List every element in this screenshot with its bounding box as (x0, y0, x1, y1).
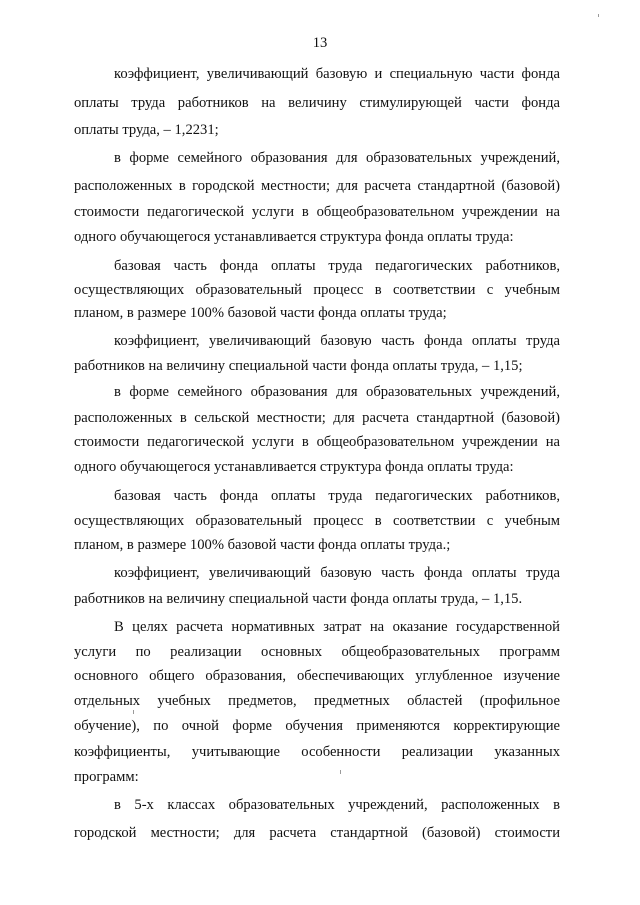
text-line: коэффициент, увеличивающий базовую и специальную части фонда (114, 66, 560, 82)
text-line: программ: (74, 769, 139, 785)
text-line: планом, в размере 100% базовой части фонда оплаты труда.; (74, 537, 451, 553)
scan-speck (340, 770, 341, 774)
text-line: расположенных в городской местности; для расчета стандартной (базовой) (74, 178, 560, 194)
text-line: коэффициенты, учитывающие особенности реализации указанных (74, 744, 560, 760)
text-line: планом, в размере 100% базовой части фонда оплаты труда; (74, 305, 447, 321)
page-number: 13 (312, 35, 328, 51)
text-line: в форме семейного образования для образовательных учреждений, (114, 150, 560, 166)
text-line: осуществляющих образовательный процесс в соответствии с учебным (74, 282, 560, 298)
text-line: в форме семейного образования для образовательных учреждений, (114, 384, 560, 400)
text-line: городской местности; для расчета стандартной (базовой) стоимости (74, 825, 560, 841)
text-line: стоимости педагогической услуги в общеобразовательном учреждении на (74, 204, 560, 220)
text-line: одного обучающегося устанавливается структура фонда оплаты труда: (74, 459, 514, 475)
text-line: обучение), по очной форме обучения применяются корректирующие (74, 718, 560, 734)
text-line: оплаты труда работников на величину стимулирующей части фонда (74, 95, 560, 111)
text-line: в 5-х классах образовательных учреждений, расположенных в (114, 797, 560, 813)
text-line: одного обучающегося устанавливается структура фонда оплаты труда: (74, 229, 514, 245)
text-line: базовая часть фонда оплаты труда педагогических работников, (114, 488, 560, 504)
text-line: стоимости педагогической услуги в общеобразовательном учреждении на (74, 434, 560, 450)
text-line: оплаты труда, – 1,2231; (74, 122, 219, 138)
text-line: отдельных учебных предметов, предметных областей (профильное (74, 693, 560, 709)
scan-speck (133, 710, 134, 714)
text-line: основного общего образования, обеспечивающих углубленное изучение (74, 668, 560, 684)
text-line: коэффициент, увеличивающий базовую часть фонда оплаты труда (114, 333, 560, 349)
text-line: осуществляющих образовательный процесс в соответствии с учебным (74, 513, 560, 529)
text-line: В целях расчета нормативных затрат на оказание государственной (114, 619, 560, 635)
text-line: коэффициент, увеличивающий базовую часть фонда оплаты труда (114, 565, 560, 581)
scan-speck (598, 14, 599, 17)
text-line: работников на величину специальной части фонда оплаты труда, – 1,15. (74, 591, 523, 607)
text-line: базовая часть фонда оплаты труда педагогических работников, (114, 258, 560, 274)
text-line: расположенных в сельской местности; для расчета стандартной (базовой) (74, 410, 560, 426)
text-line: работников на величину специальной части фонда оплаты труда, – 1,15; (74, 358, 523, 374)
text-line: услуги по реализации основных общеобразовательных программ (74, 644, 560, 660)
